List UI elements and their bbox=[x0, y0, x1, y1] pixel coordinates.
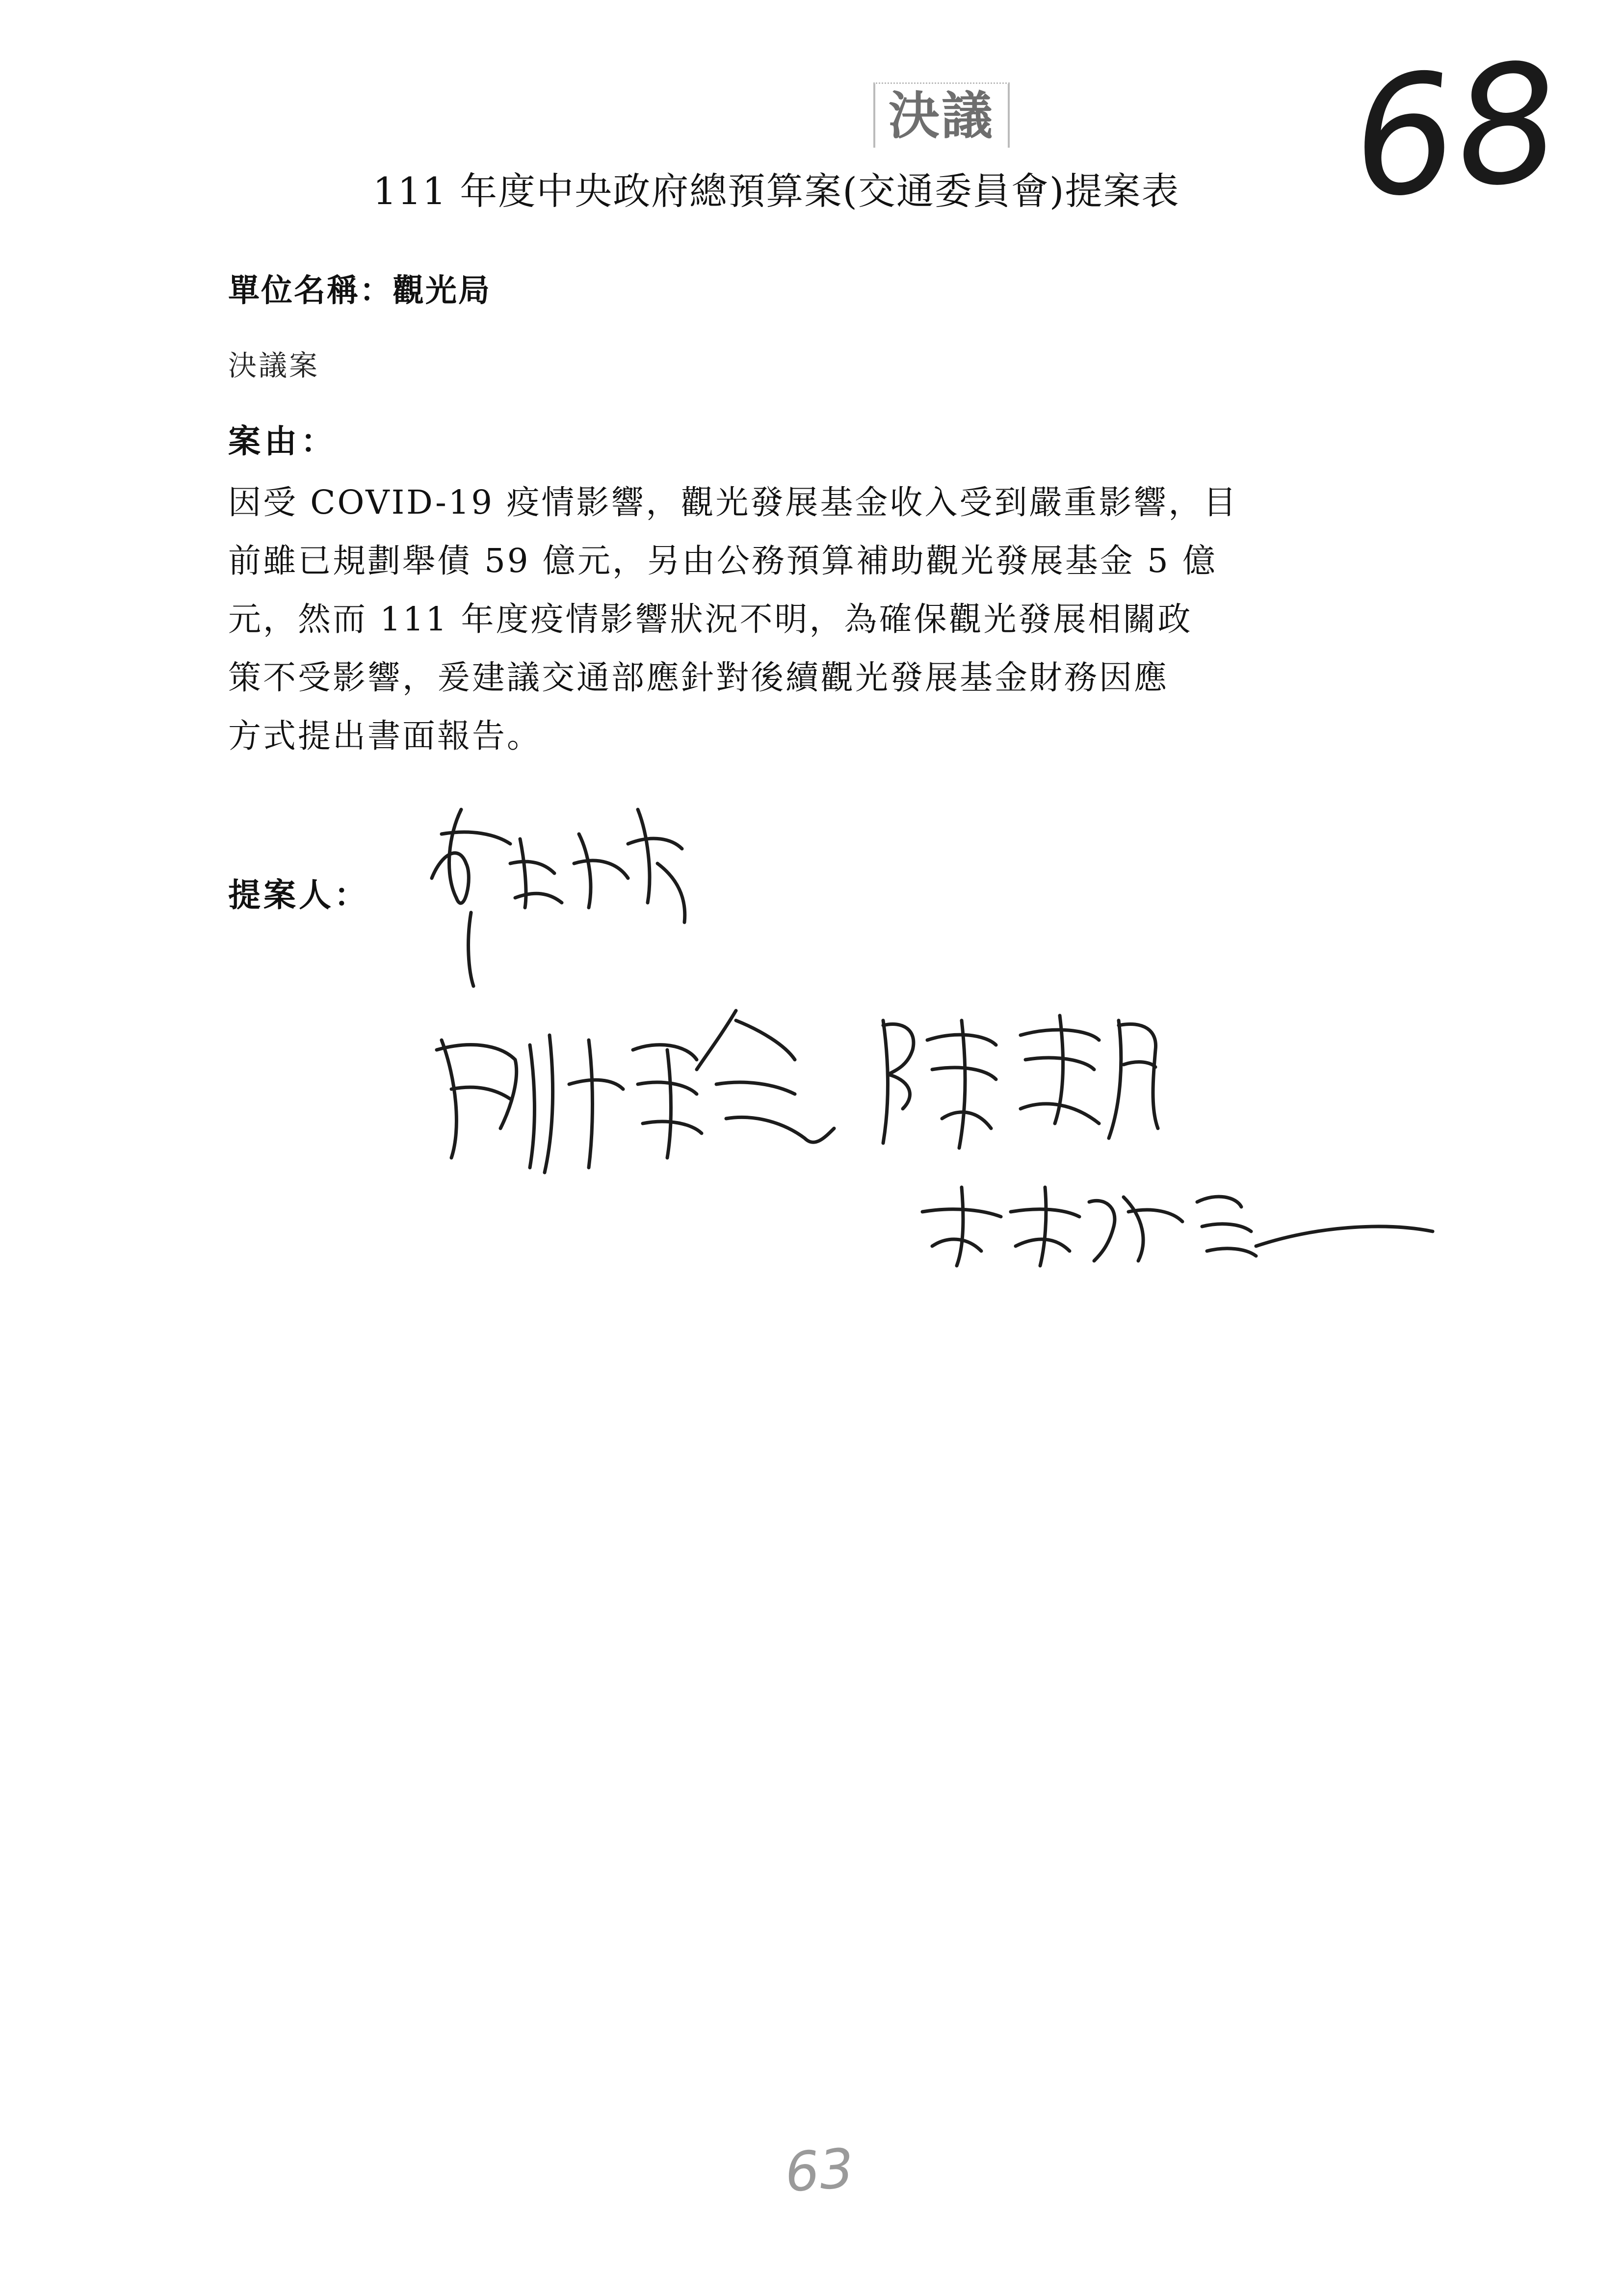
proposer-label: 提案人： bbox=[228, 876, 369, 914]
resolution-stamp: 決議 bbox=[873, 82, 1010, 148]
signature-1 bbox=[432, 809, 685, 986]
handwritten-case-number: 68 bbox=[1343, 26, 1568, 236]
reason-line: 元，然而 111 年度疫情影響狀況不明，為確保觀光發展相關政 bbox=[228, 600, 1193, 638]
page-number: 63 bbox=[783, 2137, 856, 2204]
reason-line: 方式提出書面報告。 bbox=[228, 717, 542, 755]
unit-name: 單位名稱：觀光局 bbox=[228, 273, 491, 309]
reason-line: 策不受影響，爰建議交通部應針對後續觀光發展基金財務因應 bbox=[228, 658, 1169, 697]
reason-label: 案由： bbox=[228, 422, 337, 460]
reason-line: 前雖已規劃舉債 59 億元，另由公務預算補助觀光發展基金 5 億 bbox=[228, 542, 1218, 580]
reason-line: 因受 COVID-19 疫情影響，觀光發展基金收入受到嚴重影響，目 bbox=[228, 483, 1238, 522]
signature-3 bbox=[883, 1016, 1158, 1148]
reason-body bbox=[228, 473, 1445, 765]
signature-2 bbox=[437, 1011, 834, 1173]
signature-4 bbox=[922, 1187, 1433, 1266]
document-title: 111 年度中央政府總預算案(交通委員會)提案表 bbox=[373, 169, 1180, 213]
proposal-type: 決議案 bbox=[228, 349, 320, 382]
